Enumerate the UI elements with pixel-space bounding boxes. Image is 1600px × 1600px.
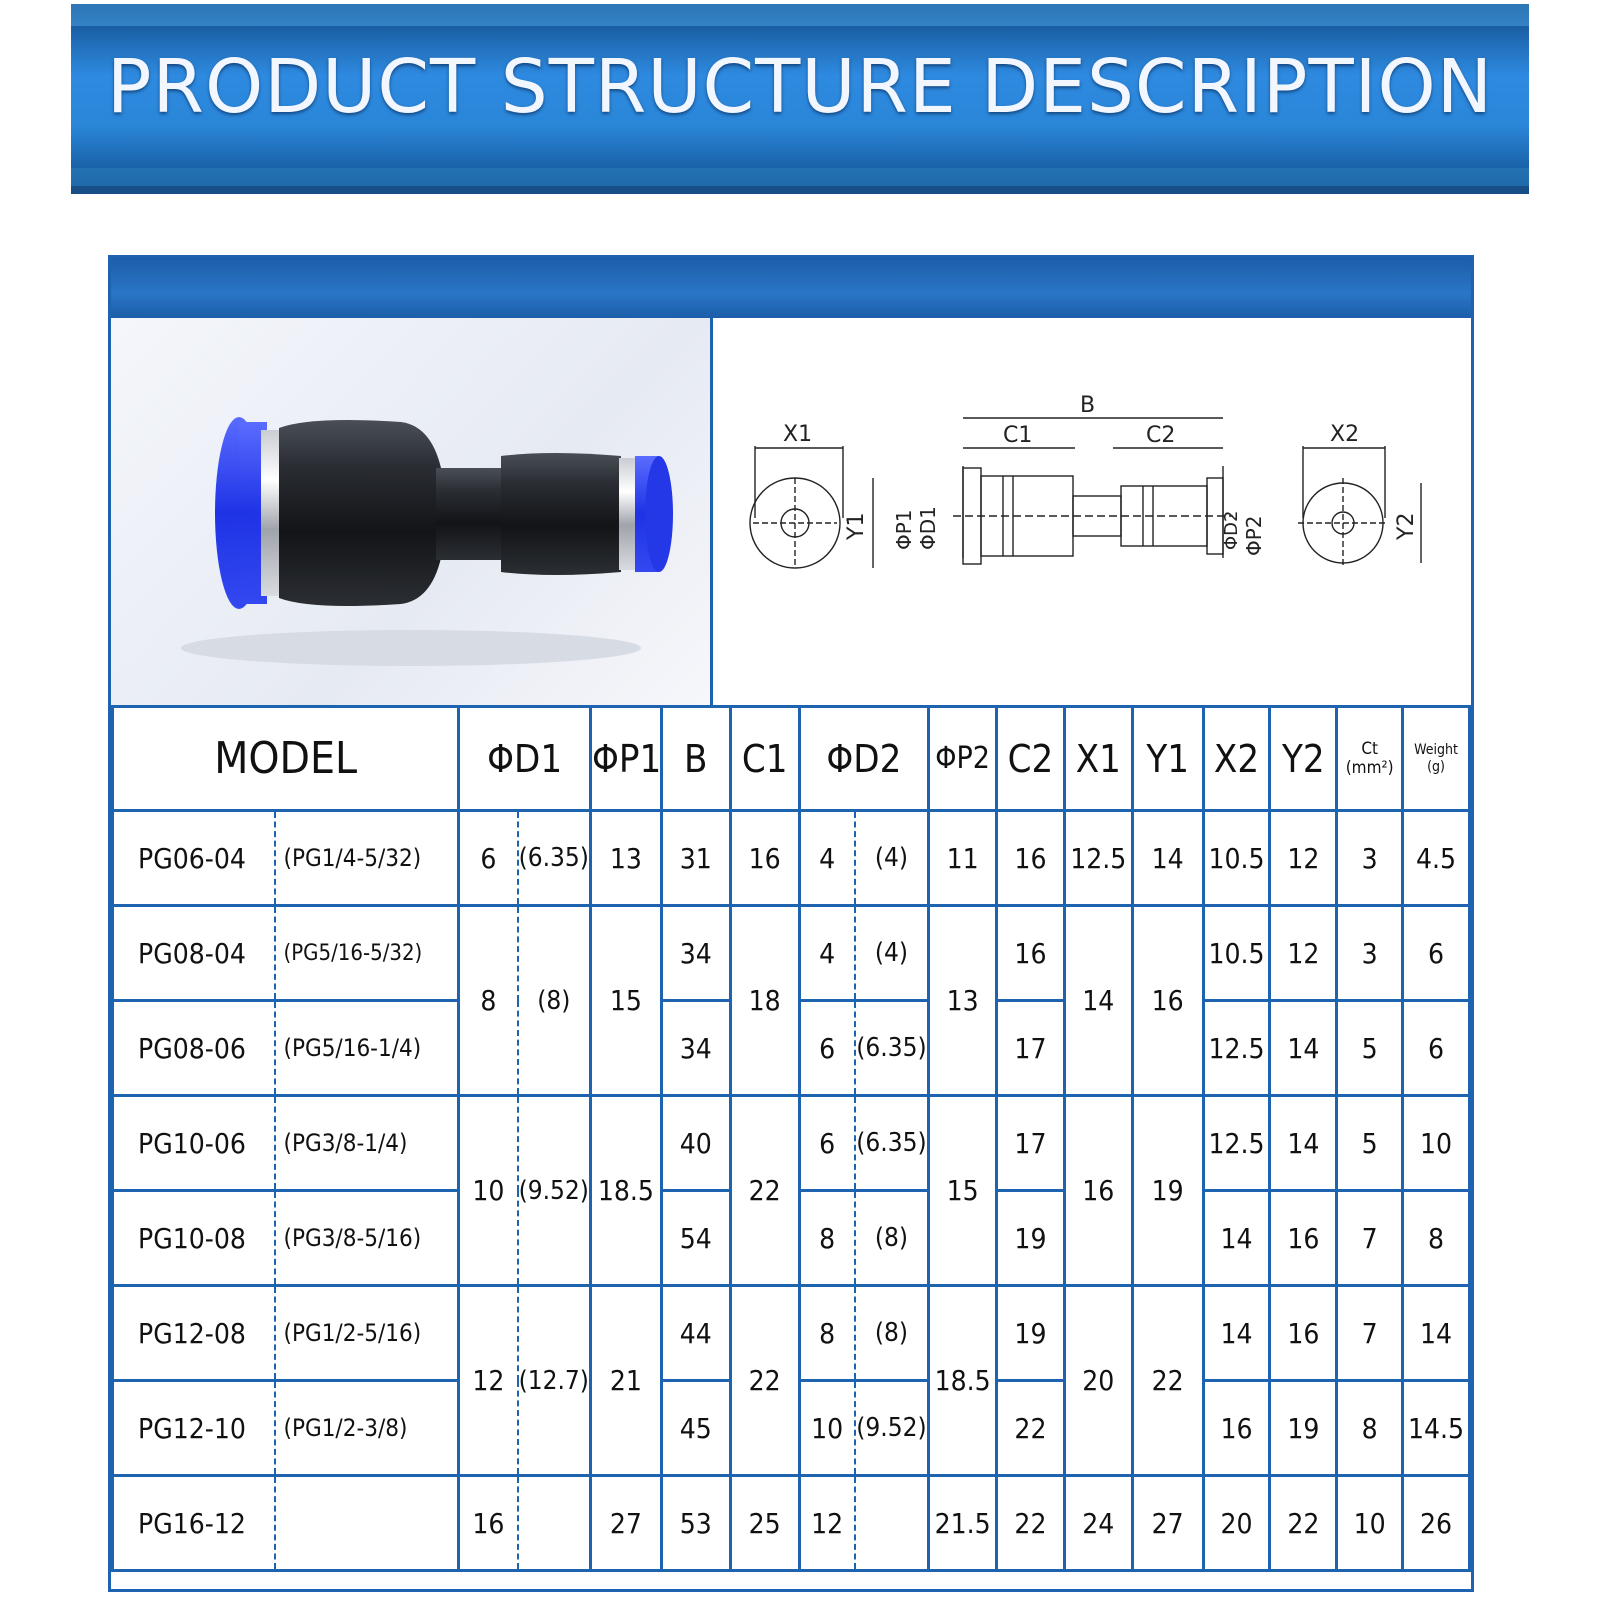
- cell-ct: 7: [1337, 1191, 1403, 1286]
- cell-y2: 12: [1270, 906, 1337, 1001]
- header-y1: Y1: [1132, 707, 1203, 811]
- cell-y2: 14: [1270, 1096, 1337, 1191]
- cell-c2: 22: [997, 1476, 1065, 1571]
- cell-d1: 10: [459, 1096, 518, 1286]
- header-d1: ΦD1: [459, 707, 591, 811]
- header-model: MODEL: [113, 707, 459, 811]
- cell-c1: 16: [730, 811, 799, 906]
- cell-c2: 17: [997, 1001, 1065, 1096]
- cell-d2: 8: [799, 1286, 855, 1381]
- cell-y2: 16: [1270, 1286, 1337, 1381]
- model-inch: (PG5/16-1/4): [275, 1001, 459, 1096]
- cell-d1-inch: (6.35): [518, 811, 591, 906]
- table-header-row: [113, 707, 1470, 811]
- d2-label: ΦD2: [1221, 510, 1242, 550]
- cell-y1: 19: [1132, 1096, 1203, 1286]
- p2-label: ΦP2: [1242, 515, 1266, 556]
- cell-d2-inch: (8): [855, 1191, 929, 1286]
- cell-d1-inch: (8): [518, 906, 591, 1096]
- cell-y1: 14: [1132, 811, 1203, 906]
- model-code: PG10-08: [113, 1191, 275, 1286]
- cell-b: 34: [661, 1001, 730, 1096]
- cell-d2: 8: [799, 1191, 855, 1286]
- spec-frame: [108, 255, 1474, 1592]
- cell-b: 44: [661, 1286, 730, 1381]
- cell-b: 53: [661, 1476, 730, 1571]
- cell-b: 34: [661, 906, 730, 1001]
- cell-p2: 18.5: [929, 1286, 997, 1476]
- header-x2: X2: [1203, 707, 1270, 811]
- y1-label: Y1: [844, 512, 869, 540]
- cell-c2: 19: [997, 1286, 1065, 1381]
- table-row: [113, 811, 1470, 906]
- cell-p2: 21.5: [929, 1476, 997, 1571]
- cell-x2: 10.5: [1203, 906, 1270, 1001]
- cell-p2: 11: [929, 811, 997, 906]
- cell-d2: 12: [799, 1476, 855, 1571]
- cell-x2: 20: [1203, 1476, 1270, 1571]
- y2-label: Y2: [1394, 512, 1419, 540]
- cell-x1: 20: [1064, 1286, 1132, 1476]
- cell-y2: 22: [1270, 1476, 1337, 1571]
- cell-y2: 12: [1270, 811, 1337, 906]
- cell-x1: 12.5: [1064, 811, 1132, 906]
- cell-x2: 12.5: [1203, 1001, 1270, 1096]
- cell-d1: 16: [459, 1476, 518, 1571]
- cell-d2-inch: [855, 1476, 929, 1571]
- cell-c2: 19: [997, 1191, 1065, 1286]
- header-ct-label: Ct: [1361, 738, 1378, 759]
- cell-y2: 16: [1270, 1191, 1337, 1286]
- b-label: B: [1080, 393, 1096, 418]
- model-inch: (PG5/16-5/32): [275, 906, 459, 1001]
- header-weight-label: Weight: [1414, 741, 1458, 758]
- header-weight: [1403, 707, 1470, 811]
- banner-title: PRODUCT STRUCTURE DESCRIPTION: [106, 44, 1494, 130]
- cell-d1: 12: [459, 1286, 518, 1476]
- title-banner: [71, 4, 1529, 194]
- model-code: PG10-06: [113, 1096, 275, 1191]
- table-row: [113, 1286, 1470, 1381]
- header-c1: C1: [730, 707, 799, 811]
- cell-p1: 21: [590, 1286, 661, 1476]
- frame-header-bar: [111, 258, 1471, 318]
- cell-d2: 4: [799, 811, 855, 906]
- cell-ct: 5: [1337, 1096, 1403, 1191]
- header-b: B: [661, 707, 730, 811]
- model-code: PG16-12: [113, 1476, 275, 1571]
- cell-p1: 18.5: [590, 1096, 661, 1286]
- x1-label: X1: [783, 422, 813, 447]
- dimension-diagram: [713, 318, 1471, 705]
- x2-label: X2: [1330, 422, 1360, 447]
- header-weight-unit: (g): [1427, 758, 1445, 775]
- cell-x2: 14: [1203, 1286, 1270, 1381]
- cell-c1: 22: [730, 1286, 799, 1476]
- cell-weight: 14.5: [1403, 1381, 1470, 1476]
- d1-label: ΦD1: [916, 506, 940, 550]
- cell-d2-inch: (6.35): [855, 1001, 929, 1096]
- cell-ct: 7: [1337, 1286, 1403, 1381]
- cell-x2: 16: [1203, 1381, 1270, 1476]
- cell-d1: 6: [459, 811, 518, 906]
- cell-ct: 8: [1337, 1381, 1403, 1476]
- cell-ct: 5: [1337, 1001, 1403, 1096]
- cell-weight: 26: [1403, 1476, 1470, 1571]
- cell-d2-inch: (8): [855, 1286, 929, 1381]
- model-code: PG12-10: [113, 1381, 275, 1476]
- header-p2: ΦP2: [929, 707, 997, 811]
- cell-d2: 6: [799, 1001, 855, 1096]
- cell-b: 54: [661, 1191, 730, 1286]
- model-code: PG08-06: [113, 1001, 275, 1096]
- cell-weight: 14: [1403, 1286, 1470, 1381]
- cell-weight: 10: [1403, 1096, 1470, 1191]
- cell-c1: 22: [730, 1096, 799, 1286]
- push-fit-reducer-image: [111, 318, 710, 705]
- cell-weight: 6: [1403, 906, 1470, 1001]
- cell-x2: 12.5: [1203, 1096, 1270, 1191]
- model-inch: (PG1/2-5/16): [275, 1286, 459, 1381]
- cell-p1: 27: [590, 1476, 661, 1571]
- cell-p2: 15: [929, 1096, 997, 1286]
- cell-x2: 10.5: [1203, 811, 1270, 906]
- cell-y2: 14: [1270, 1001, 1337, 1096]
- header-ct: [1337, 707, 1403, 811]
- cell-p1: 15: [590, 906, 661, 1096]
- cell-d1-inch: (12.7): [518, 1286, 591, 1476]
- cell-d2: 10: [799, 1381, 855, 1476]
- cell-ct: 3: [1337, 811, 1403, 906]
- cell-d2-inch: (9.52): [855, 1381, 929, 1476]
- cell-d1-inch: (9.52): [518, 1096, 591, 1286]
- model-code: PG12-08: [113, 1286, 275, 1381]
- model-inch: (PG1/2-3/8): [275, 1381, 459, 1476]
- spec-table-wrapper: [111, 705, 1471, 1572]
- spec-table: [111, 705, 1471, 1572]
- c1-label: C1: [1003, 423, 1033, 448]
- cell-d2-inch: (4): [855, 906, 929, 1001]
- cell-d2-inch: (4): [855, 811, 929, 906]
- header-c2: C2: [997, 707, 1065, 811]
- product-photo: [111, 318, 713, 705]
- cell-x1: 14: [1064, 906, 1132, 1096]
- cell-d1: 8: [459, 906, 518, 1096]
- cell-y1: 27: [1132, 1476, 1203, 1571]
- model-inch: (PG1/4-5/32): [275, 811, 459, 906]
- cell-c2: 22: [997, 1381, 1065, 1476]
- model-inch: [275, 1476, 459, 1571]
- cell-x1: 16: [1064, 1096, 1132, 1286]
- cell-y1: 22: [1132, 1286, 1203, 1476]
- cell-c1: 25: [730, 1476, 799, 1571]
- table-row: [113, 1476, 1470, 1571]
- cell-b: 31: [661, 811, 730, 906]
- table-row: [113, 1096, 1470, 1191]
- header-x1: X1: [1064, 707, 1132, 811]
- cell-d2: 4: [799, 906, 855, 1001]
- cell-p1: 13: [590, 811, 661, 906]
- cell-d2-inch: (6.35): [855, 1096, 929, 1191]
- cell-weight: 6: [1403, 1001, 1470, 1096]
- cell-y1: 16: [1132, 906, 1203, 1096]
- header-ct-unit: (mm²): [1345, 757, 1394, 778]
- cell-b: 40: [661, 1096, 730, 1191]
- cell-b: 45: [661, 1381, 730, 1476]
- cell-c1: 18: [730, 906, 799, 1096]
- model-inch: (PG3/8-5/16): [275, 1191, 459, 1286]
- cell-weight: 4.5: [1403, 811, 1470, 906]
- technical-drawing: [713, 318, 1471, 705]
- cell-c2: 16: [997, 811, 1065, 906]
- cell-d1-inch: [518, 1476, 591, 1571]
- header-p1: ΦP1: [590, 707, 661, 811]
- cell-x2: 14: [1203, 1191, 1270, 1286]
- header-d2: ΦD2: [799, 707, 929, 811]
- model-code: PG06-04: [113, 811, 275, 906]
- cell-ct: 10: [1337, 1476, 1403, 1571]
- cell-weight: 8: [1403, 1191, 1470, 1286]
- cell-ct: 3: [1337, 906, 1403, 1001]
- header-y2: Y2: [1270, 707, 1337, 811]
- table-row: [113, 906, 1470, 1001]
- p1-label: ΦP1: [892, 509, 916, 550]
- model-inch: (PG3/8-1/4): [275, 1096, 459, 1191]
- model-code: PG08-04: [113, 906, 275, 1001]
- cell-c2: 16: [997, 906, 1065, 1001]
- c2-label: C2: [1146, 423, 1176, 448]
- cell-y2: 19: [1270, 1381, 1337, 1476]
- cell-c2: 17: [997, 1096, 1065, 1191]
- cell-p2: 13: [929, 906, 997, 1096]
- cell-d2: 6: [799, 1096, 855, 1191]
- cell-x1: 24: [1064, 1476, 1132, 1571]
